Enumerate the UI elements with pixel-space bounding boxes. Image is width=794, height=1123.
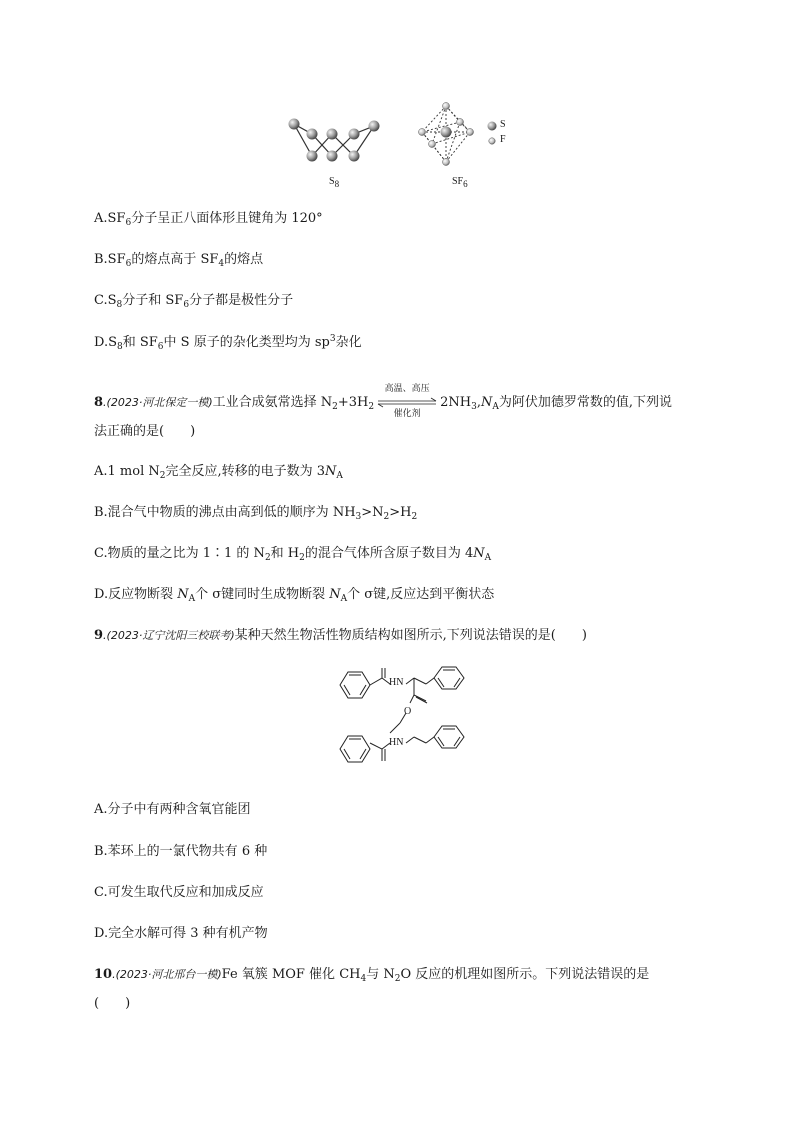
q8-stem-line2: 法正确的是( ) [94,424,196,439]
q9-stem: 9.(2023·辽宁沈阳三校联考)某种天然生物活性物质结构如图所示,下列说法错误的是( ) [94,628,587,643]
q10-stem-line2: ( ) [94,996,131,1011]
q9-option-b: B.苯环上的一氯代物共有 6 种 [94,844,268,859]
q7-option-d: $D.S_8$和 $SF_6$中 S 原子的杂化类型均为 $sp^3$杂化 [94,334,362,352]
s8-sf6-figure [280,98,520,170]
legend-s-label: S [500,119,506,130]
s8-caption: $S_8$ [329,176,340,189]
q9-option-d: D.完全水解可得 3 种有机产物 [94,926,268,941]
q8-option-d: D.反应物断裂 $N_A$个 σ键同时生成物断裂 $N_A$个 σ键,反应达到平衡状态 [94,587,495,604]
q9-option-c: C.可发生取代反应和加成反应 [94,885,264,900]
q8-stem-line1: 8.(2023·河北保定一模)工业合成氨常选择 $N_2+3H_2$ 高温、高压 催化剂 $2NH_3,N_A$为阿伏加德罗常数的值,下列说 [94,384,672,419]
reversible-arrow: 高温、高压 催化剂 [376,394,438,412]
sf6-caption: $SF_6$ [452,176,468,189]
q8-number: 8 [94,395,104,410]
q10-number: 10 [94,967,113,982]
q8-source: .(2023·河北保定一模) [103,396,213,409]
q8-option-c: C.物质的量之比为 1∶1 的 $N_2$和 $H_2$的混合气体所含原子数目为 $4N_A$ [94,546,492,563]
q9-o-ester: O [404,706,412,717]
s8-molecule [289,119,380,162]
q9-number: 9 [94,628,104,643]
q7-option-c: $C.S_8$分子和 $SF_6$分子都是极性分子 [94,293,294,310]
q7-option-b: $B.SF_6$的熔点高于 $SF_4$的熔点 [94,252,264,269]
q10-stem-line1: 10.(2023·河北邢台一模)Fe 氧簇 MOF 催化 $CH_4$与 $N_2O$ 反应的机理如图所示。下列说法错误的是 [94,967,650,984]
q7-option-a: $A.SF_6$分子呈正八面体形且键角为 120° [94,211,323,228]
q9-option-a: A.分子中有两种含氧官能团 [94,802,251,817]
q9-hn-lower: HN [389,737,404,748]
q9-source: .(2023·辽宁沈阳三校联考) [103,629,235,642]
q8-option-a: A.1 mol $N_2$完全反应,转移的电子数为 $3N_A$ [94,464,343,481]
q8-option-b: B.混合气中物质的沸点由高到低的顺序为 $NH_3>N_2>H_2$ [94,505,418,522]
sf6-molecule [419,103,474,166]
q9-hn-upper: HN [389,677,404,688]
legend-s-ball [488,122,497,131]
legend-f-ball [489,138,495,144]
legend-f-label: F [500,134,506,145]
q10-source: .(2023·河北邢台一模) [112,968,222,981]
